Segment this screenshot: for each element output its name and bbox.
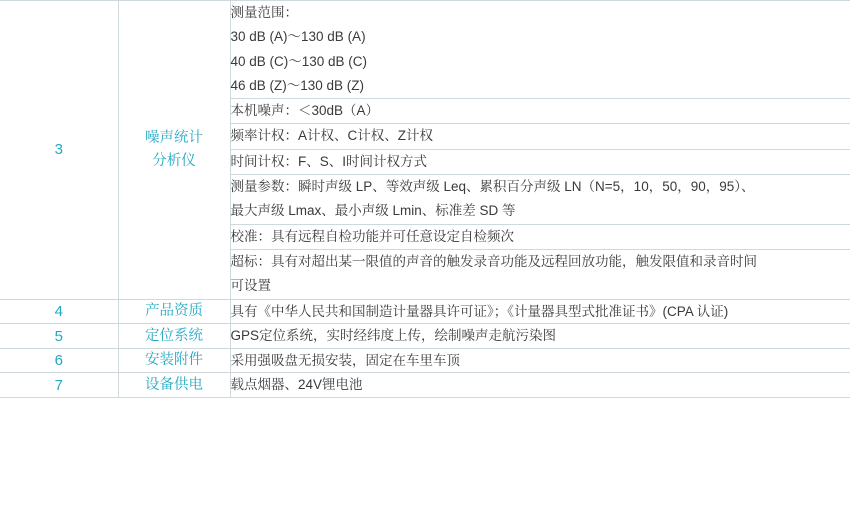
description-block-cell	[231, 175, 850, 225]
description-block-cell	[231, 224, 850, 249]
description-line: GPS定位系统，实时经纬度上传，绘制噪声走航污染图	[230, 328, 557, 344]
description-block-cell	[231, 124, 850, 149]
row-number: 3	[54, 141, 63, 159]
row-name-cell	[118, 299, 230, 324]
row-name-line2: 分析仪	[152, 152, 196, 169]
description-line: 具有《中华人民共和国制造计量器具许可证》；《计量器具型式批准证书》(CPA 认证)	[230, 303, 729, 319]
table-row	[0, 373, 850, 398]
row-description-cell	[230, 1, 850, 300]
row-number-cell	[0, 299, 118, 324]
row-name-line1: 设备供电	[145, 377, 203, 394]
description-line: 46 dB (Z)～130 dB (Z)	[230, 77, 365, 93]
description-line: 本机噪声：＜30dB（A）	[230, 103, 380, 119]
description-line: 校准：具有远程自检功能并可任意设定自检频次	[230, 228, 514, 244]
row-number-cell	[0, 1, 118, 300]
description-line: 测量参数：瞬时声级 LP、等效声级 Leq、累积百分声级 LN（N=5，10，50，90，95）、	[230, 179, 755, 195]
description-line: 载点烟器、24V锂电池	[230, 377, 363, 393]
table-row	[0, 299, 850, 324]
row-description-cell	[230, 324, 850, 349]
row-number: 4	[54, 302, 63, 320]
description-line: 30 dB (A)～130 dB (A)	[230, 29, 366, 45]
description-line: 时间计权：F、S、I时间计权方式	[230, 153, 428, 169]
row-name-line1: 噪声统计	[145, 130, 203, 147]
table-row	[0, 1, 850, 300]
row-description-cell	[230, 348, 850, 373]
row-number: 6	[54, 352, 63, 370]
description-block-cell	[231, 149, 850, 174]
description-line: 40 dB (C)～130 dB (C)	[230, 53, 368, 69]
description-block-cell	[231, 1, 850, 99]
row-name-cell	[118, 1, 230, 300]
row-name-line1: 产品资质	[145, 303, 203, 320]
row-name-line1: 安装附件	[145, 352, 203, 369]
row-description-cell	[230, 373, 850, 398]
description-line: 超标：具有对超出某一限值的声音的触发录音功能及远程回放功能，触发限值和录音时间	[230, 253, 757, 269]
row-description-cell	[230, 299, 850, 324]
description-block	[231, 224, 850, 249]
description-line: 频率计权：A计权、C计权、Z计权	[230, 128, 433, 144]
description-block-table	[231, 1, 850, 299]
specification-table-body	[0, 1, 850, 398]
description-block	[231, 175, 850, 225]
row-name-cell	[118, 324, 230, 349]
row-name-line1: 定位系统	[145, 327, 203, 344]
row-number-cell	[0, 348, 118, 373]
table-row	[0, 324, 850, 349]
description-block-cell	[231, 99, 850, 124]
row-number: 7	[54, 376, 63, 394]
row-number-cell	[0, 324, 118, 349]
description-line: 采用强吸盘无损安装，固定在车里车顶	[230, 352, 460, 368]
description-block	[231, 149, 850, 174]
row-number: 5	[54, 327, 63, 345]
description-line: 可设置	[230, 278, 271, 294]
table-row	[0, 348, 850, 373]
description-block	[231, 124, 850, 149]
description-block-cell	[231, 249, 850, 298]
description-block	[231, 249, 850, 298]
row-number-cell	[0, 373, 118, 398]
description-block	[231, 1, 850, 99]
description-line: 最大声级 Lmax、最小声级 Lmin、标准差 SD 等	[230, 203, 516, 219]
row-name-cell	[118, 373, 230, 398]
description-line: 测量范围：	[230, 5, 298, 20]
row-name-cell	[118, 348, 230, 373]
description-block	[231, 99, 850, 124]
